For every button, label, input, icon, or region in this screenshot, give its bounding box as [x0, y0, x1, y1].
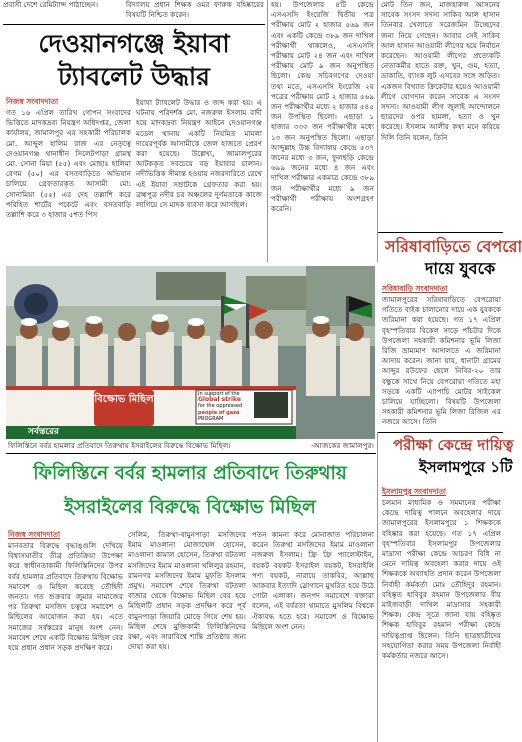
- col-divider-2: [377, 0, 378, 262]
- story1-byline: নিজস্ব সংবাদদাতা: [6, 97, 59, 106]
- land-col: জামালপুরের সরিষাবাড়িতে বেপরোয়া গতিতে বাইক চালানোর দায়ে এক যুবককে জরিমানা করা হয়েছে। গত ১৭ এপ্রিল বৃহস্পতিবার বিকেল সাড়ে পাঁচটার দিকে উপজেলা সহকারী কমিশনার ভূমি লিজা রিজি ভ্রাম্যমাণ আদালতে এ জরিমানা আদায় করেন। জানা যায়, ধানাটা গ্রামের আব্দুর রউফের ছেলে নিবির-২০ তার বন্ধুকে সাথে নিয়ে বেপরোয়া গতিতে মহা সড়কে একটি এ্যাপাচি মোটর সাইকেল চালিয়ে যাচ্ছিলো। বিষয়টি উপজেলা সহকারী কমিশনার ভূমি লিজা রিজিল এর নজরে আসে। তিনি: [382, 295, 501, 427]
- protest-headline: [4, 457, 376, 527]
- protest-byline: নিজস্ব সংবাদদাতা: [8, 530, 61, 539]
- banner-sub: সর্বস্তরের: [28, 427, 59, 437]
- placard-line-5: PROGRAM: [198, 415, 224, 422]
- protest-col3: পতন কামনা করে মোনাজাত পরিচালনা করেন তিরুথা মসজিদের ইমাম মাওলানা নজরুল ইসলাম। ফ্রি ফ্রি প্যালেস্টাইন, বয়কট বয়কট ইসরাইল বয়কট, ইসরাইলি পণ্য বয়কট, নারায়ে তাকবির, আল্লাহু আকবার ইত্যাদি স্লোগানে মুখরিত হয়ে উঠে গোটা এলাকা। জনপদ সমাবেশে বক্তারা বলেন, এই বর্বরতা থামাতে মুসলিম বিশ্বকে ঐক্যবদ্ধ হতে হবে। সমাবেশ ও বিক্ষোভ মিছিলে অংশ নেন।: [252, 530, 374, 631]
- exam2-headline-l1: পরীক্ষা কেন্দ্রে দায়িত্ব: [393, 436, 514, 454]
- exam-col: হয়। উপজেলার ৪টি কেন্দ্রে এসএসসি ইংরেজি দ্বিতীয় পত্র পরীক্ষায় মোট ২ হাজার ৫৬৯ জন এবং একটি কেন্দ্রে ৩৮৯ জন দাখিল পরীক্ষার্থী থাকলেও, এসএসসি পরীক্ষায় মোট ২৪ জন এবং দাখিল পরীক্ষায় মোট ৯ জন অনুপস্থিত ছিলো। কেন্দ্র সচিবগণের দেওয়া তথ্য মতে, এসএসসি ইংরেজি ২য় পত্রের পরীক্ষায় মোট ২ হাজার ৫৬৯ জন পরীক্ষার্থীর মধ্যে ২ হাজার ৫৪৫ জন উপস্থিত ছিলো। এছাড়া ১ হাজার ৩৩৩ জন পরীক্ষার্থীর মধ্যে ১৩ জন অনুপস্থিত ছিলো। এছাড়া আব্দুল্লাহ উচ্চ বিদ্যালয় কেন্দ্রে ৫৩৭ জনের মধ্যে ৩ জন, ফুলছড়ি কেন্দ্রে ৬৯৯ জনের মধ্যে ৪ জন এবং দাখিল পরীক্ষার একমাত্র কেন্দ্রে ৩৮৯ জন পরীক্ষার্থীর মধ্যে ৯ জন পরীক্ষার্থী পরীক্ষায় অংশগ্রহণ করেনি।: [271, 0, 374, 214]
- col-divider-1: [267, 0, 268, 262]
- land-headline: [381, 236, 522, 284]
- banner-title: বিক্ষোভ মিছিল: [94, 394, 154, 405]
- photo-credit: -আজকের জামালপুর।: [311, 441, 374, 450]
- placard-line-4: people of gaza: [198, 409, 240, 416]
- land-headline-l2: দায়ে যুবকে: [425, 259, 496, 278]
- story1-top-fragment: প্রবাসী দেশে রেমিট্যান্স পাঠাচ্ছেন।: [3, 0, 99, 9]
- placard-text: [198, 391, 256, 423]
- land-byline: সরিষাবাড়ি সংবাদদাতা: [382, 284, 448, 293]
- col-divider-3: [377, 432, 378, 742]
- protest-col1: মানবতার বিরুদ্ধে বৃদ্ধাঙ্গুলি দেখিয়ে বিশ্বাসঘাতীর তীব্র প্রতিক্রিয়া উপেক্ষা করে স্বাধীনতাকামী ফিলিস্তিনিদের উপর বর্বর হামলার প্রতিবাদে তিরুথায় বিক্ষোভ সমাবেশ ও মিছিল করেছে তৌহিদী জনতা। গত শুক্রবার জুমার নামাজের পর তিরুথা মসজিদ চত্বরে সমাবেশ ও মিছিলের আয়োজন করা হয়। এতে সমাজের সর্বস্তরের মানুষ অংশ নেন। সমাবেশ শেষে একটি বিক্ষোভ মিছিল বের হয়ে প্রধান প্রধান সড়ক প্রদক্ষিণ করে।: [8, 541, 123, 653]
- story1-headline: [3, 27, 265, 95]
- rally-photo: [6, 266, 375, 439]
- protest-headline-l2: ইসরাইলের বিরুদ্ধে বিক্ষোভ মিছিল: [64, 497, 316, 518]
- exam2-headline-l2: ইসলামপুরে ১টি: [419, 458, 513, 476]
- story1-col2: ইয়াবা ট্যাবলেট উদ্ধার ও জব্দ করা হয়। এ ঘটনায় পরিদর্শক মো. নজরুল ইসলাম বাদী হয়ে মাদকদ্রব্য নিয়ন্ত্রণ আইনে দেওয়ানগঞ্জ মডেল থানায় একটি নিয়মিত মামলা দায়েরপূর্বক আসামীকে জেল হাজতে প্রেরণ করা হয়েছে। উল্লেখ্য, জামালপুরের আটককৃত সবচেয়ে বড় ইয়াবার চালান। নদীভিত্তিক সীমান্ত হওয়ায় নজরদারিতে রেখে এই ইয়াবা সম্রাটকে গ্রেফতার করা হয়। ব্রহ্মপুত্র নদীর চর অঞ্চলের দুর্গমতাকে কাজে লাগিয়ে সে মাদক ব্যবসা করে আসছিল।: [136, 98, 262, 210]
- exam2-headline: [381, 434, 514, 484]
- story1-top-rule: [3, 24, 265, 25]
- land-top-rule: [378, 232, 503, 233]
- placard-line-1: In support of the: [198, 391, 240, 397]
- photo-caption: ফিলিস্তিনে বর্বর হামলার প্রতিবাদে তিরুথায় ইসরাইলের বিরুদ্ধে বিক্ষোভ মিছিল।: [8, 441, 231, 450]
- exam2-col: চলমান মাধ্যমিক ও সমমানের পরীক্ষা কেন্দ্রে দায়িত্ব পালনে অবহেলার দায়ে জামালপুরের ইসলামপুরে ১ শিক্ষককে বহিষ্কার করা হয়েছে। গত ১৭ এপ্রিল বৃহস্পতিবার ইসলামপুর উপজেলার মাদ্রাসা পরীক্ষা কেন্দ্রে আচরণ বিধি না মেনে দায়িত্ব অবহেলা করার দায়ে ওই শিক্ষককে অব্যাহতি প্রদান করেন উপজেলা নির্বাহী কর্মকর্তা মোঃ তৌহিদুর রহমান। বহিষ্কৃত হাবিবুর রহমান উপজেলার বীর মাইজবাড়ী দাখিল মাদ্রাসার সহকারী শিক্ষক। কেন্দ্র সূত্রে জানা যায় বহিষ্কৃত শিক্ষক হাবিবুর রহমান পরীক্ষা কেন্দ্রে দায়িত্বপ্রাপ্ত ছিলেন। তিনি ছাত্রছাত্রীদের সহযোগিতা করার সময় উপজেলা নির্বাহী কর্মকর্তার নজরে আসে।: [382, 498, 501, 661]
- exam2-top-rule: [378, 432, 503, 433]
- rally-photo-art: [6, 266, 375, 439]
- right-top-col: মোট তিন জন, মাজহারুল আসনের সাবেক সংসদ সদস্য সাকিব আল হাসান তিনবার খেলাতে সরেজমিন উচ্ছেদের জন্য নিয়ে গেছেন। আবার সেই সাকিব আল হাসান আওয়ামী লীগের হয়ে নির্বাচন করেছেন। আওয়ামী লীগের প্রত্যেকটি নেতাকর্মীর হাতে রক্ত, খুন, গুম, হত্যা, ডাকাতি, ব্যাংক লুট এসবের সঙ্গে জড়িত। একজন বিখ্যাত ক্রিকেটার হয়েও আওয়ামী লীগে যোগদান করেন সাবেক এ সংসদ সদস্য। আওয়ামী লীগ জুলাই আন্দোলনে ছাত্রদের ওপর হামলা, হত্যা ও খুন করেছে। ইসলাম আলীর কথা মনে করিয়ে দিলি তিনি বলেন, তিনি: [381, 0, 500, 142]
- story1-headline-text: দেওয়ানগঞ্জে ইয়াবা ট্যাবলেট উদ্ধার: [38, 29, 230, 91]
- placard-line-2: Global strike: [198, 396, 241, 404]
- land-headline-l1: সরিষাবাড়িতে বেপরো: [385, 237, 522, 256]
- exam2-byline: ইসলামপুর সংবাদদাতা: [382, 487, 447, 496]
- protest-headline-l1: ফিলিস্তিনে বর্বর হামলার প্রতিবাদে তিরুথায়: [33, 463, 347, 484]
- protest-col2: সেলিম, তিরুথা-বামুনপাড়া মসজিদের ইমাম মাওলানা মোজাম্মেল হোসেন, মাওলানা কামাল হোসেন, তিরুথা বটতলা মসজিদের ইমাম মাওলানা খলিলুর রহমান, রামনগর মসজিদের ইমাম মুফতি ইসলাম প্রমুখ। সমাবেশ শেষে তিরুথা বটতলা বাজার থেকে বিক্ষোভ মিছিল বের হয়ে মিছিলটি প্রধান সড়ক প্রদক্ষিণ করে পূর্ব বামুনপাড়া জিয়ারি মোড়ে গিয়ে শেষ হয়। মিছিল শেষে মুক্তিকামী ফিলিস্তিনিদের রক্ষা, এবং সারাবিশ্বে শান্তি প্রতিষ্ঠার জন্য দোয়া করা হয়।: [128, 530, 246, 652]
- photo-bottom-rule: [6, 453, 376, 454]
- exam-top-fragment: বিদ্যালয় প্রধান শিক্ষক ওমর ফারুক বহিষ্কারের বিষয়টি নিশ্চিত করেন।: [126, 0, 264, 20]
- story1-col1: গত ১৬ এপ্রিল তারিখ গোপন সংবাদের ভিত্তিতে মাদকদ্রব্য নিয়ন্ত্রণ অধিদপ্তর, জেলা কার্যালয়, জামালপুর এর সহকারী পরিচালক মো. আব্দুল হালিম রাজ এর নেতৃত্বে দেওয়ানগঞ্জ থানাধীন সিলেটপাড়া গ্রামস্থ মো. সোনা মিয়া (৫৫) এবং মোছাঃ হালিমা বেগম (৫০) এর বসতবাড়িতে অভিযান চালিয়ে গ্রেফতারকৃত আসামী মো: সোনামিয়া (৫৫) এর দেহ তল্লাশি করে পরিহিত শার্টের পকেটে এবং বসতবাড়ি তল্লাশি করে ৩ হাজার ৫শত পিস: [6, 108, 131, 220]
- placard-line-3: for the oppressed: [198, 403, 243, 410]
